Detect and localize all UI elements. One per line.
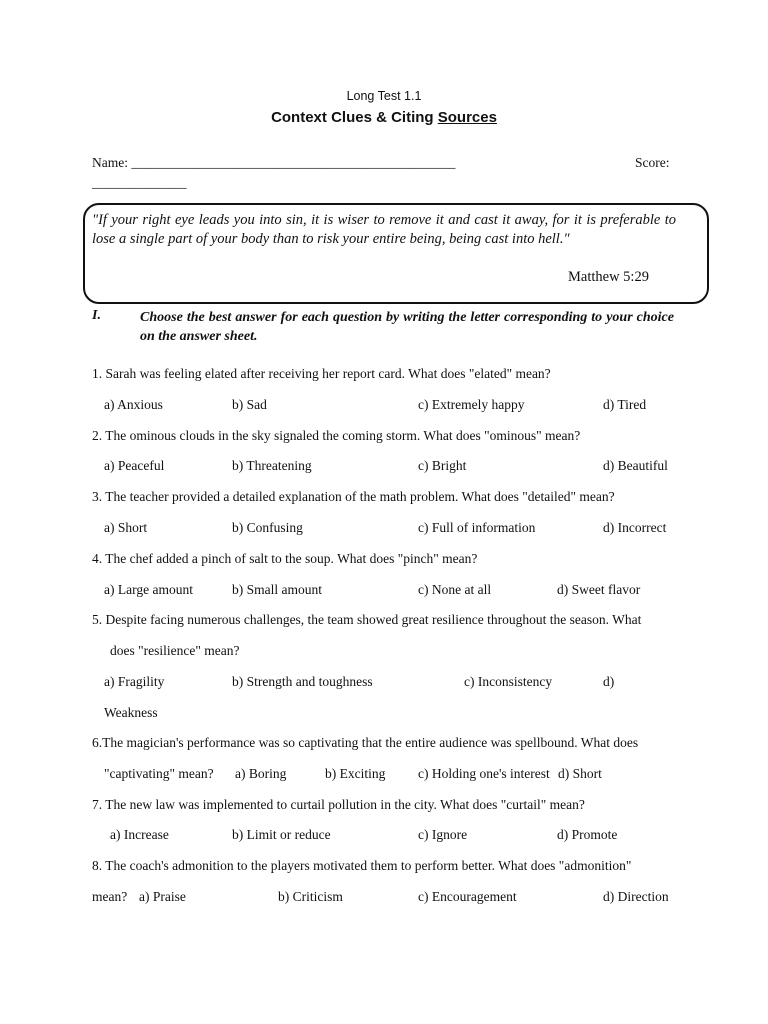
- question-8-line-1: 8. The coach's admonition to the players motivated them to perform better. What does "admonition": [92, 858, 632, 873]
- question-6-line-1: 6.The magician's performance was so captivating that the entire audience was spellbound. What does: [92, 735, 639, 750]
- q4-option-c[interactable]: c) None at all: [418, 582, 492, 597]
- q6-option-d[interactable]: d) Short: [558, 766, 602, 781]
- q2-option-b[interactable]: b) Threatening: [232, 458, 312, 473]
- q8-option-d[interactable]: d) Direction: [603, 889, 669, 904]
- score-label: Score:: [635, 155, 670, 170]
- test-kicker: Long Test 1.1: [346, 89, 422, 103]
- question-7: 7. The new law was implemented to curtail pollution in the city. What does "curtail" mean?: [92, 797, 585, 812]
- q6-option-b[interactable]: b) Exciting: [325, 766, 386, 781]
- q7-option-b[interactable]: b) Limit or reduce: [232, 827, 331, 842]
- question-4: 4. The chef added a pinch of salt to the soup. What does "pinch" mean?: [92, 551, 478, 566]
- q7-option-a[interactable]: a) Increase: [110, 827, 169, 842]
- q4-option-b[interactable]: b) Small amount: [232, 582, 322, 597]
- q7-option-d[interactable]: d) Promote: [557, 827, 618, 842]
- title-underlined: Sources: [437, 109, 497, 126]
- name-blank[interactable]: ________________________________________________: [131, 155, 456, 170]
- q3-option-a[interactable]: a) Short: [104, 520, 148, 535]
- question-2: 2. The ominous clouds in the sky signaled the coming storm. What does "ominous" mean?: [92, 428, 581, 443]
- question-5-line-2: does "resilience" mean?: [110, 643, 240, 658]
- q8-option-b[interactable]: b) Criticism: [278, 889, 343, 904]
- question-8-line-2: mean?: [92, 889, 128, 904]
- name-field[interactable]: [92, 155, 455, 171]
- question-6-line-2: "captivating" mean?: [104, 766, 214, 781]
- q8-option-c[interactable]: c) Encouragement: [418, 889, 517, 904]
- question-5-line-1: 5. Despite facing numerous challenges, the team showed great resilience throughout the season. What: [92, 612, 642, 627]
- q7-option-c[interactable]: c) Ignore: [418, 827, 468, 842]
- question-3: 3. The teacher provided a detailed explanation of the math problem. What does "detailed" mean?: [92, 489, 615, 504]
- q4-option-d[interactable]: d) Sweet flavor: [557, 582, 641, 597]
- score-blank[interactable]: ______________: [92, 175, 187, 190]
- section-numeral: I.: [92, 308, 101, 323]
- q6-option-c[interactable]: c) Holding one's interest: [418, 766, 550, 781]
- quote-text: "If your right eye leads you into sin, it is wiser to remove it and cast it away, for it is preferable to lose a single part of your body than to risk your entire being, being cast into hell.": [92, 212, 676, 247]
- q5-option-d-wrap[interactable]: Weakness: [104, 705, 158, 720]
- name-label: Name:: [92, 155, 132, 170]
- q1-option-b[interactable]: b) Sad: [232, 397, 267, 412]
- q3-option-b[interactable]: b) Confusing: [232, 520, 303, 535]
- q5-option-a[interactable]: a) Fragility: [104, 674, 165, 689]
- page-title: [0, 109, 768, 126]
- q3-option-d[interactable]: d) Incorrect: [603, 520, 667, 535]
- q6-option-a[interactable]: a) Boring: [235, 766, 287, 781]
- q1-option-c[interactable]: c) Extremely happy: [418, 397, 525, 412]
- q1-option-d[interactable]: d) Tired: [603, 397, 647, 412]
- q2-option-d[interactable]: d) Beautiful: [603, 458, 668, 473]
- q5-option-b[interactable]: b) Strength and toughness: [232, 674, 373, 689]
- q3-option-c[interactable]: c) Full of information: [418, 520, 536, 535]
- q8-option-a[interactable]: a) Praise: [139, 889, 186, 904]
- question-1: 1. Sarah was feeling elated after receiving her report card. What does "elated" mean?: [92, 366, 551, 381]
- q5-option-c[interactable]: c) Inconsistency: [464, 674, 553, 689]
- q1-option-a[interactable]: a) Anxious: [104, 397, 163, 412]
- q2-option-a[interactable]: a) Peaceful: [104, 458, 165, 473]
- title-main: Context Clues & Citing: [271, 109, 438, 126]
- q4-option-a[interactable]: a) Large amount: [104, 582, 193, 597]
- q2-option-c[interactable]: c) Bright: [418, 458, 467, 473]
- instructions-text: Choose the best answer for each question by writing the letter corresponding to your choice on the answer sheet.: [140, 310, 674, 344]
- q5-option-d[interactable]: d): [603, 674, 615, 689]
- quote-citation: Matthew 5:29: [568, 269, 649, 285]
